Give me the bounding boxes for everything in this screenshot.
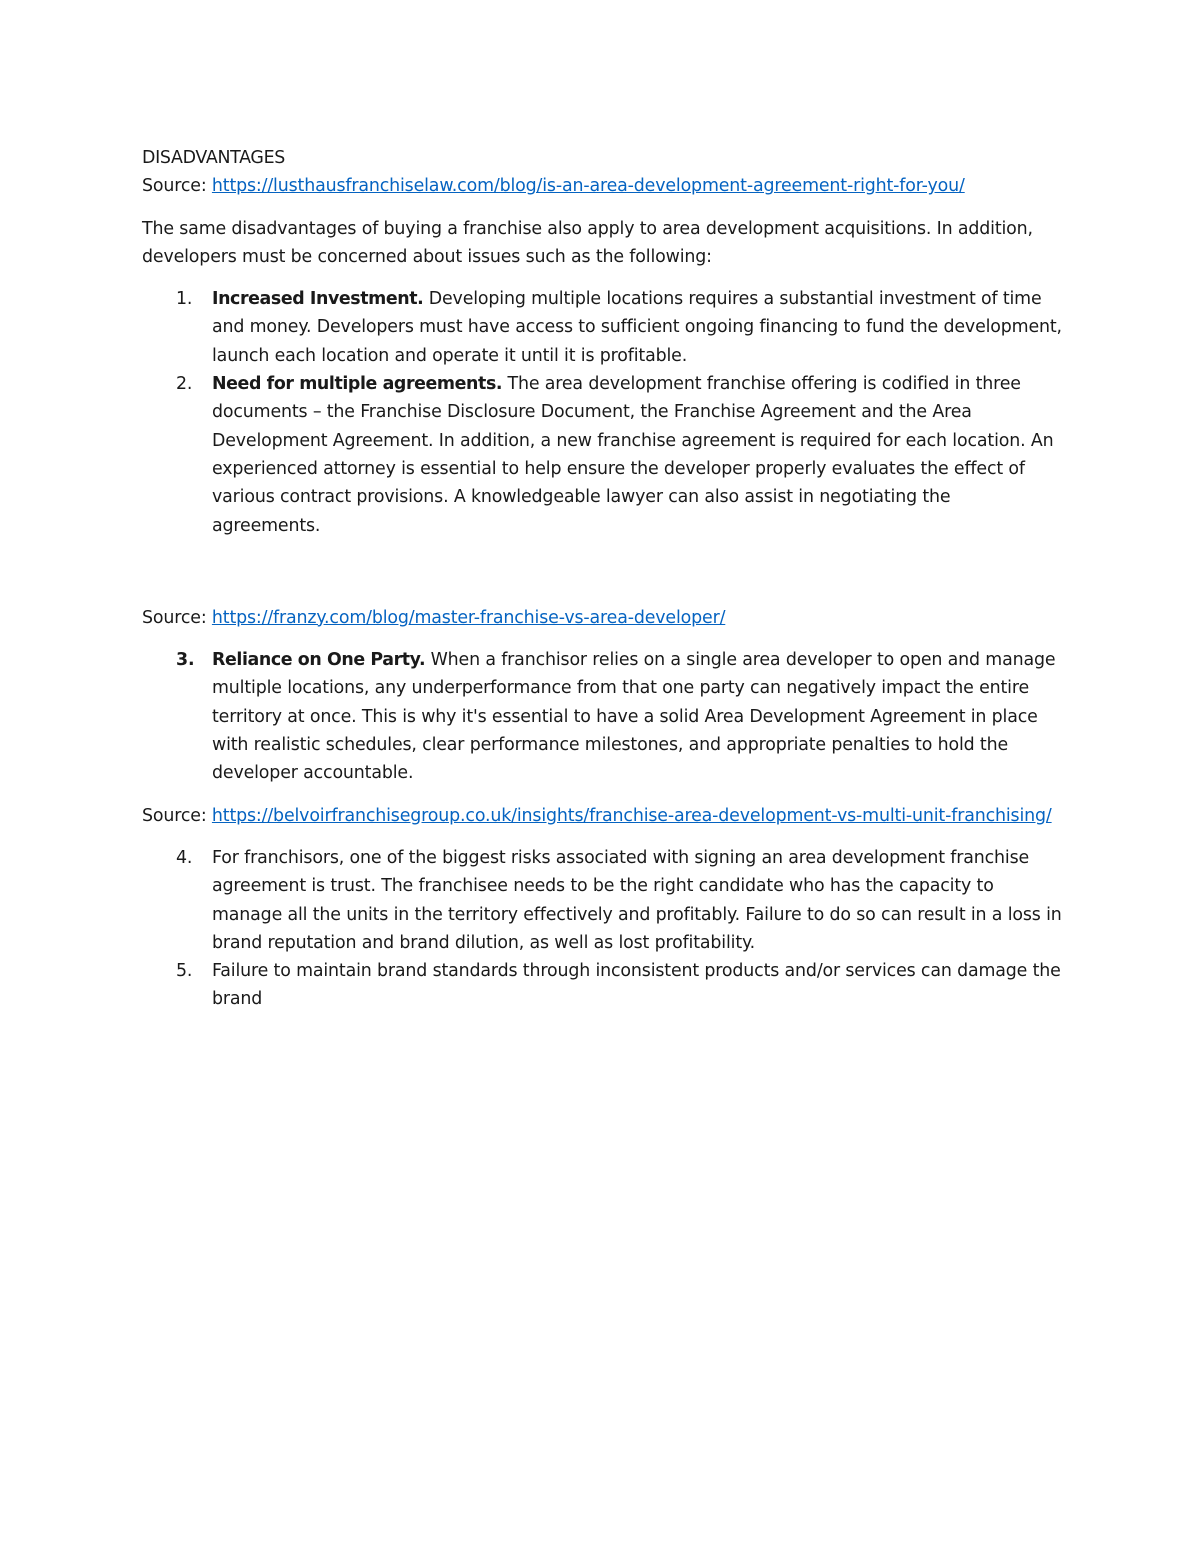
source-label: Source: — [142, 176, 212, 197]
disadvantages-list-part-2 — [142, 646, 1062, 787]
intro-paragraph: The same disadvantages of buying a franchise also apply to area development acquisitions. In addition, developers must be concerned about issues such as the following: — [142, 218, 1033, 267]
list-item-term: Need for multiple agreements. — [212, 374, 503, 395]
list-item — [142, 957, 1062, 1014]
disadvantages-list-part-3 — [142, 844, 1062, 1014]
list-number: 5. — [176, 961, 193, 982]
source-line-2 — [142, 604, 1062, 632]
list-number: 2. — [176, 374, 193, 395]
list-item-term: Reliance on One Party. — [212, 650, 426, 671]
source-link-lusthaus[interactable]: https://lusthausfranchiselaw.com/blog/is-an-area-development-agreement-right-for-you/ — [211, 176, 965, 197]
source-link-belvoir[interactable]: https://belvoirfranchisegroup.co.uk/insights/franchise-area-development-vs-multi-unit-franchising/ — [211, 805, 1052, 826]
source-line-3 — [142, 802, 1062, 830]
list-item-text: When a franchisor relies on a single area developer to open and manage multiple locations, any underperformance from that one party can negatively impact the entire territory at once. This is why it's essential to have a solid Area Development Agreement in place with realistic schedules, clear performance milestones, and appropriate penalties to hold the developer accountable. — [212, 650, 1056, 784]
list-item-text: Developing multiple locations requires a substantial investment of time and money. Developers must have access to sufficient ongoing financing to fund the development, launch each location and operate it until it is profitable. — [212, 289, 1062, 366]
list-item-text: Failure to maintain brand standards through inconsistent products and/or services can damage the brand — [212, 961, 1061, 1010]
list-item-term: Increased Investment. — [212, 289, 424, 310]
list-number: 3. — [176, 650, 195, 671]
list-item-text: For franchisors, one of the biggest risks associated with signing an area development franchise agreement is trust. The franchisee needs to be the right candidate who has the capacity to manage all the units in the territory effectively and profitably. Failure to do so can result in a loss in brand reputation and brand dilution, as well as lost profitability. — [212, 847, 1062, 953]
list-item — [142, 646, 1062, 787]
document-body — [142, 144, 1062, 1014]
list-item-text: The area development franchise offering is codified in three documents – the Franchise Disclosure Document, the Franchise Agreement and the Area Development Agreement. In addition, a new franchise agreement is required for each location. An experienced attorney is essential to help ensure the developer properly evaluates the effect of various contract provisions. A knowledgeable lawyer can also assist in negotiating the agreements. — [212, 374, 1054, 536]
disadvantages-list-part-1 — [142, 285, 1062, 540]
list-number: 1. — [176, 289, 193, 310]
list-item — [142, 285, 1062, 370]
list-item — [142, 844, 1062, 957]
source-label: Source: — [142, 805, 212, 826]
source-line-1 — [142, 172, 1062, 200]
source-label: Source: — [142, 607, 212, 628]
list-item — [142, 370, 1062, 540]
list-number: 4. — [176, 847, 193, 868]
section-heading: DISADVANTAGES — [142, 148, 286, 168]
source-link-franzy[interactable]: https://franzy.com/blog/master-franchise-vs-area-developer/ — [211, 607, 726, 628]
